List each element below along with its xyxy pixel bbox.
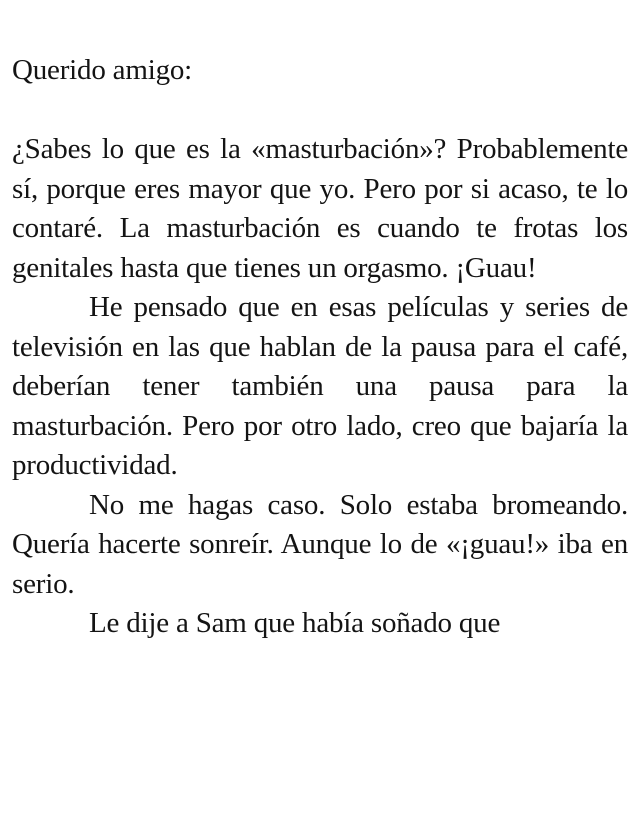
paragraph-2: He pensado que en esas películas y series de televisión en las que hablan de la pausa para el café, deberían tener también una pausa para la masturbación. Pero por otro lado, creo que bajaría la productividad. [12,291,628,481]
letter-body [12,130,628,644]
letter-greeting: Querido amigo: [12,54,193,86]
paragraph-4: Le dije a Sam que había soñado que [89,607,501,639]
paragraph-3: No me hagas caso. Solo estaba bromeando. Quería hacerte sonreír. Aunque lo de «¡guau!» iba en serio. [12,488,628,600]
paragraph-1: ¿Sabes lo que es la «masturbación»? Probablemente sí, porque eres mayor que yo. Pero por si acaso, te lo contaré. La masturbación es cuando te frotas los genitales hasta que tienes un orgasmo. ¡Guau! [12,133,628,284]
